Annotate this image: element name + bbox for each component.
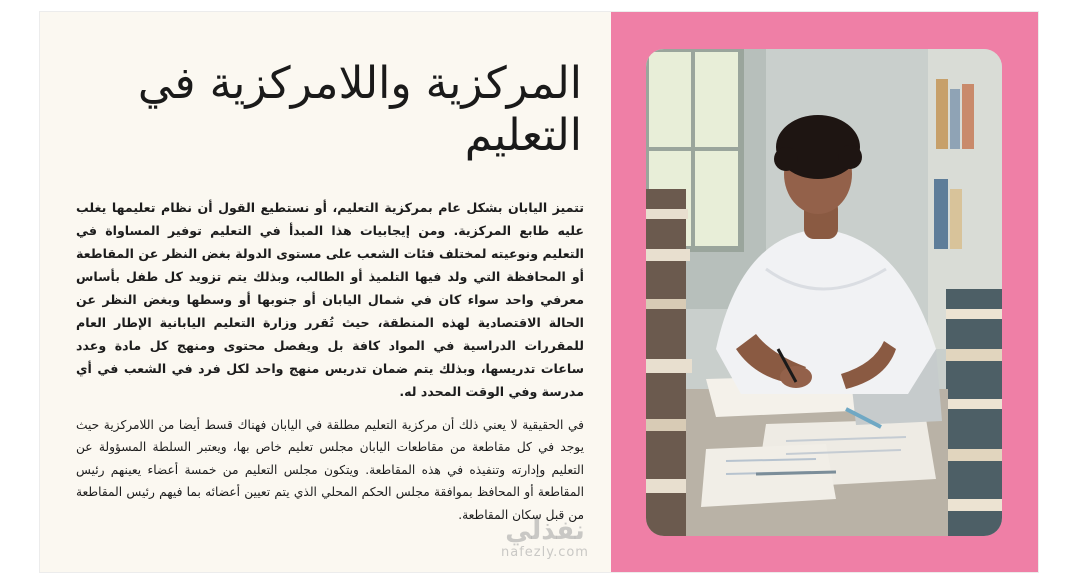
paragraph-decentralization: في الحقيقية لا يعني ذلك أن مركزية التعليم مطلقة في اليابان فهناك قسط أيضا من اللامركزية حيث يوجد في كل مقاطعة من مقاطعات اليابان مجلس تعليم خاص بها، ويعتبر السلطة المسؤولة عن التعليم وإدارته وتنفيذه في هذه المقاطعة. ويتكون مجلس التعليم من خمسة أعضاء يعينهم رئيس المقاطعة أو المحافظ بموافقة مجلس الحكم المحلي الذي يتم تعيين أعضائه بما فيهم رئيس المقاطعة من قبل سكان المقاطعة.	[76, 418, 584, 522]
watermark-arabic: نفذلي	[505, 516, 585, 546]
student-studying-illustration	[646, 49, 1002, 536]
slide-title: المركزية واللامركزية في التعليم	[137, 58, 582, 161]
paragraph-centralization: تتميز اليابان بشكل عام بمركزية التعليم، أو نستطيع القول أن نظام تعليمها يغلب عليه طابع المركزية. ومن إيجابيات هذا المبدأ في التعليم توفير المساواة في التعليم ونوعيته لمختلف فئات الشعب على مستوى الدولة بغض النظر عن المقاطعة أو المحافظة التي ولد فيها التلميذ أو الطالب، وبذلك يتم تزويد كل طفل بأساس معرفي واحد سواء كان في شمال اليابان أو جنوبها أو وسطها وبغض النظر عن الحالة الاقتصادية لهذه المنطقة، حيث تُقرر وزارة التعليم اليابانية الإطار العام للمقررات الدراسية في المواد كافة بل ويفصل محتوى ومنهج كل مادة وعدد ساعات تدريسها، وبذلك يتم ضمان تدريس منهج واحد لكل فرد في الشعب في أي مدرسة وفي الوقت المحدد له.	[76, 200, 584, 399]
watermark	[470, 516, 620, 560]
watermark-latin: nafezly.com	[501, 545, 589, 560]
